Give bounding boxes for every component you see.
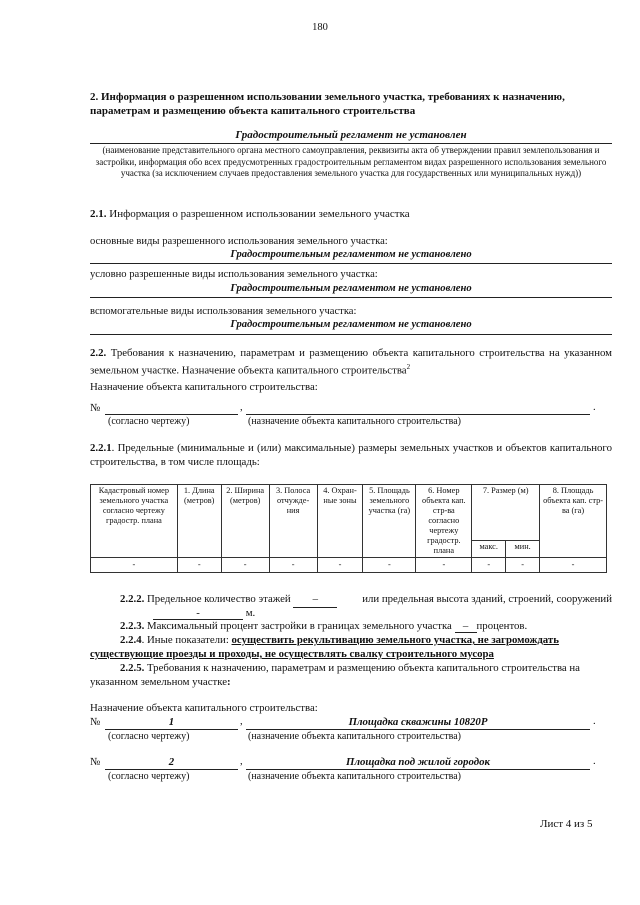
table-cell: - <box>317 558 363 573</box>
period: . <box>593 716 596 727</box>
main-uses-value: Градостроительным регламентом не установлено <box>230 249 472 260</box>
no-sign: № <box>90 716 101 728</box>
section-2-2-4-num: 2.2.4 <box>120 634 142 646</box>
purpose-note: (назначение объекта капитального строительства) <box>248 416 461 427</box>
coverage-unit: процентов. <box>476 620 528 632</box>
coverage-value: – <box>455 620 477 633</box>
section-2-2-5-colon: : <box>227 676 231 688</box>
section-2-2-text <box>90 346 612 378</box>
regulation-value: Градостроительный регламент не установлен <box>235 129 467 141</box>
section-2-2-5 <box>90 661 612 689</box>
regulation-note: (наименование представительного органа местного самоуправления, реквизиты акта об утверждении правил землепользования и застройки, информация обо всех предусмотренных градостроительным регламентом видах разрешенного использования земельного участка (за исключением случаев предоставления земельного участка для государственных или муниципальных нужд)) <box>95 145 607 178</box>
floors-value: – <box>293 592 337 608</box>
table-cell: - <box>91 558 178 573</box>
subheader-min: мин. <box>506 541 540 558</box>
object-2-name: Площадка под жилой городок <box>246 756 590 770</box>
table-cell: - <box>221 558 269 573</box>
period: . <box>593 756 596 767</box>
header-area: 5. Площадь земельного участка (га) <box>363 485 416 558</box>
conditional-uses-value: Градостроительным регламентом не установлено <box>230 283 472 294</box>
other-value: осуществить рекультивацию земельного участка, не загромождать существующие проезды и проходы, не осуществлять свалку строительного мусора <box>90 634 559 660</box>
height-label: или предельная высота зданий, строений, сооружений <box>362 593 612 605</box>
footnote-ref: 2 <box>406 363 411 371</box>
section-2-2-3-num: 2.2.3. <box>120 620 145 632</box>
table-cell: - <box>540 558 607 573</box>
section-2-1-title: Информация о разрешенном использовании земельного участка <box>109 208 410 220</box>
height-value: - <box>153 607 243 620</box>
section-2-2-body: Требования к назначению, параметрам и размещению объекта капитального строительства на указанном земельном участке. Назначение объекта капитального строительства <box>90 347 613 377</box>
table-row <box>91 558 607 573</box>
drawing-note: (согласно чертежу) <box>108 771 190 782</box>
table-cell: - <box>506 558 540 573</box>
header-alienation: 3. Полоса отчужде-ния <box>269 485 317 558</box>
no-sign: № <box>90 756 101 768</box>
section-2-1-heading <box>90 208 410 220</box>
divider <box>90 263 612 264</box>
header-protected: 4. Охран-ные зоны <box>317 485 363 558</box>
coverage-label: Максимальный процент застройки в границах земельного участка <box>147 620 452 632</box>
header-size: 7. Размер (м) <box>472 485 540 541</box>
section-2-1-num: 2.1. <box>90 208 107 220</box>
header-cadastral: Кадастровый номер земельного участка согласно чертежу градостр. плана <box>91 485 178 558</box>
divider <box>90 334 612 335</box>
height-unit: м. <box>245 607 256 619</box>
height-row <box>90 607 255 620</box>
table-cell: - <box>416 558 472 573</box>
table-cell: - <box>269 558 317 573</box>
subheader-max: макс. <box>472 541 506 558</box>
other-label: . Иные показатели: <box>141 634 229 646</box>
section-2-2-1-body: . Предельные (минимальные и (или) максимальные) размеры земельных участков и объектов капитального строительства, в том числе площадь: <box>90 442 612 468</box>
purpose-label-2: Назначение объекта капитального строительства: <box>90 702 318 714</box>
section-2-2-2 <box>90 592 612 608</box>
section-2-2-1-text <box>90 441 612 469</box>
header-length: 1. Длина (метров) <box>177 485 221 558</box>
section-2-2-2-num: 2.2.2. <box>120 593 145 605</box>
divider <box>90 297 612 298</box>
header-width: 2. Ширина (метров) <box>221 485 269 558</box>
purpose-note: (назначение объекта капитального строительства) <box>248 731 461 742</box>
divider <box>90 143 612 144</box>
section-2-2-num: 2.2. <box>90 347 107 359</box>
section-2-2-1-num: 2.2.1 <box>90 442 112 454</box>
drawing-note: (согласно чертежу) <box>108 731 190 742</box>
page-number: 180 <box>312 22 328 33</box>
header-object-no: 6. Номер объекта кап. стр-ва согласно чертежу градостр. плана <box>416 485 472 558</box>
auxiliary-uses-value: Градостроительным регламентом не установлено <box>230 319 472 330</box>
object-1-number: 1 <box>105 716 238 730</box>
header-object-area: 8. Площадь объекта кап. стр-ва (га) <box>540 485 607 558</box>
section-2-2-4 <box>90 633 612 661</box>
sheet-footer: Лист 4 из 5 <box>540 818 593 830</box>
purpose-label: Назначение объекта капитального строительства: <box>90 381 318 393</box>
section-2-title: 2. Информация о разрешенном использовании земельного участка, требованиях к назначению, параметрам и размещению объекта капитального строительства <box>90 91 565 117</box>
object-1-name: Площадка скважины 10820Р <box>246 716 590 730</box>
conditional-uses-label: условно разрешенные виды использования земельного участка: <box>90 269 378 280</box>
parameters-table <box>90 484 607 573</box>
table-header-row <box>91 485 607 541</box>
floors-label: Предельное количество этажей <box>147 593 291 605</box>
section-2-2-3 <box>120 620 527 633</box>
object-2-number: 2 <box>105 756 238 770</box>
no-sign: № <box>90 402 101 414</box>
period: . <box>593 402 596 413</box>
table-cell: - <box>472 558 506 573</box>
main-uses-label: основные виды разрешенного использования земельного участка: <box>90 236 388 247</box>
section-2-2-5-num: 2.2.5. <box>120 662 145 674</box>
table-cell: - <box>177 558 221 573</box>
comma: , <box>240 716 243 727</box>
table-cell: - <box>363 558 416 573</box>
object-name-line <box>246 414 590 415</box>
object-no-line <box>105 414 238 415</box>
comma: , <box>240 402 243 413</box>
comma: , <box>240 756 243 767</box>
auxiliary-uses-label: вспомогательные виды использования земельного участка: <box>90 306 357 317</box>
drawing-note: (согласно чертежу) <box>108 416 190 427</box>
section-2-2-5-body: Требования к назначению, параметрам и размещению объекта капитального строительства на указанном земельном участке <box>90 662 580 688</box>
purpose-note: (назначение объекта капитального строительства) <box>248 771 461 782</box>
